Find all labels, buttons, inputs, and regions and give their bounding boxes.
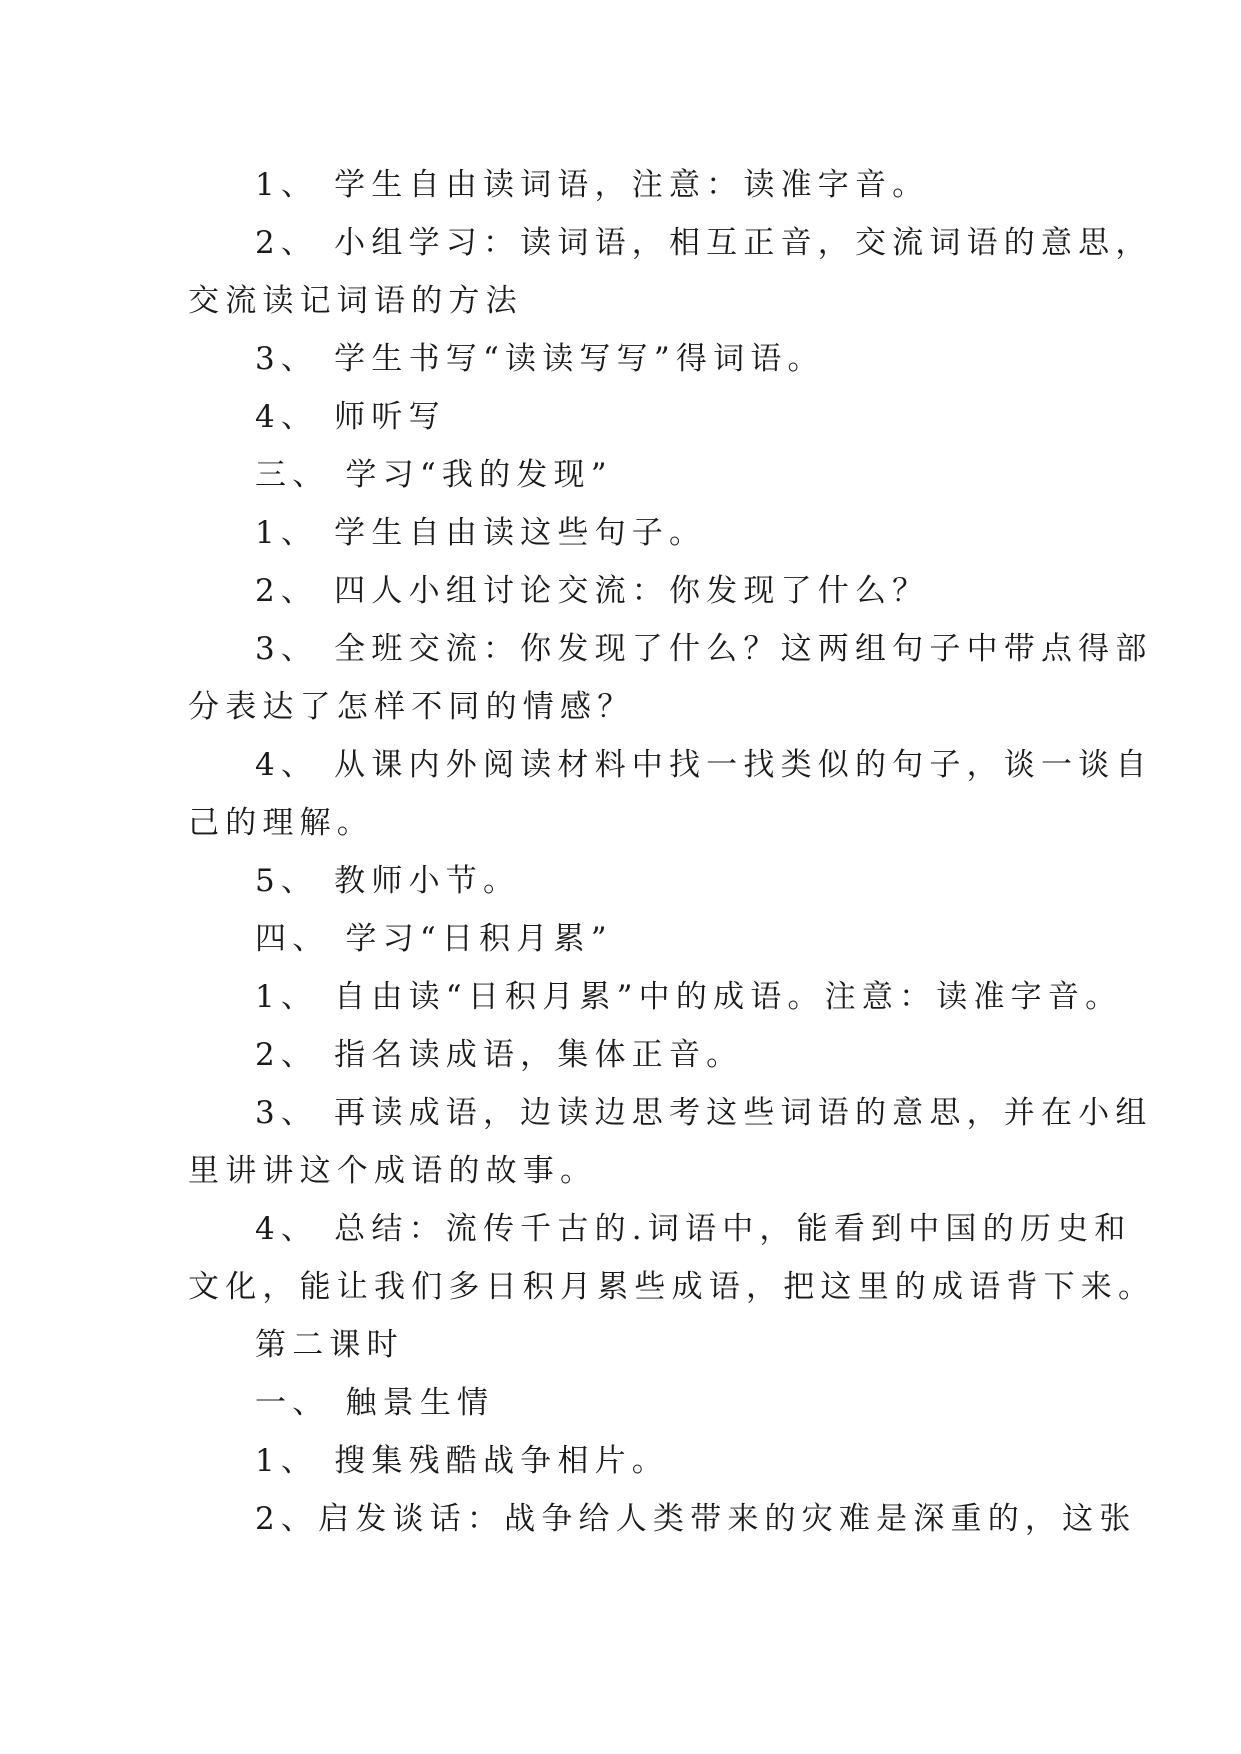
text-line: 4、 总结：流传千古的.词语中，能看到中国的历史和: [255, 1211, 1132, 1247]
text-line: 己的理解。: [188, 805, 374, 841]
section-heading: 一、 触景生情: [255, 1385, 495, 1421]
text-line: 交流读记词语的方法: [188, 283, 523, 319]
text-line: 3、 全班交流：你发现了什么？这两组句子中带点得部: [255, 631, 1153, 667]
lesson-heading: 第二课时: [255, 1327, 404, 1363]
text-line: 2、 指名读成语，集体正音。: [255, 1037, 744, 1073]
text-line: 3、 学生书写“读读写写”得词语。: [255, 341, 825, 377]
section-heading: 四、 学习“日积月累”: [255, 921, 613, 957]
text-line: 1、 搜集残酷战争相片。: [255, 1443, 669, 1479]
text-line: 1、 自由读“日积月累”中的成语。注意：读准字音。: [255, 979, 1123, 1015]
text-line: 分表达了怎样不同的情感？: [188, 689, 635, 725]
text-line: 5、 教师小节。: [255, 863, 521, 899]
text-line: 2、 四人小组讨论交流：你发现了什么？: [255, 573, 930, 609]
text-line: 1、 学生自由读这些句子。: [255, 515, 707, 551]
text-line: 文化，能让我们多日积月累些成语，把这里的成语背下来。: [188, 1269, 1156, 1305]
text-line: 4、 从课内外阅读材料中找一找类似的句子，谈一谈自: [255, 747, 1153, 783]
section-heading: 三、 学习“我的发现”: [255, 457, 613, 493]
text-line: 4、 师听写: [255, 399, 446, 435]
text-line: 2、 小组学习：读词语，相互正音，交流词语的意思，: [255, 225, 1153, 261]
text-line: 2、启发谈话：战争给人类带来的灾难是深重的，这张: [255, 1501, 1137, 1537]
text-line: 里讲讲这个成语的故事。: [188, 1153, 598, 1189]
text-line: 3、 再读成语，边读边思考这些词语的意思，并在小组: [255, 1095, 1153, 1131]
text-line: 1、 学生自由读词语，注意：读准字音。: [255, 167, 930, 203]
